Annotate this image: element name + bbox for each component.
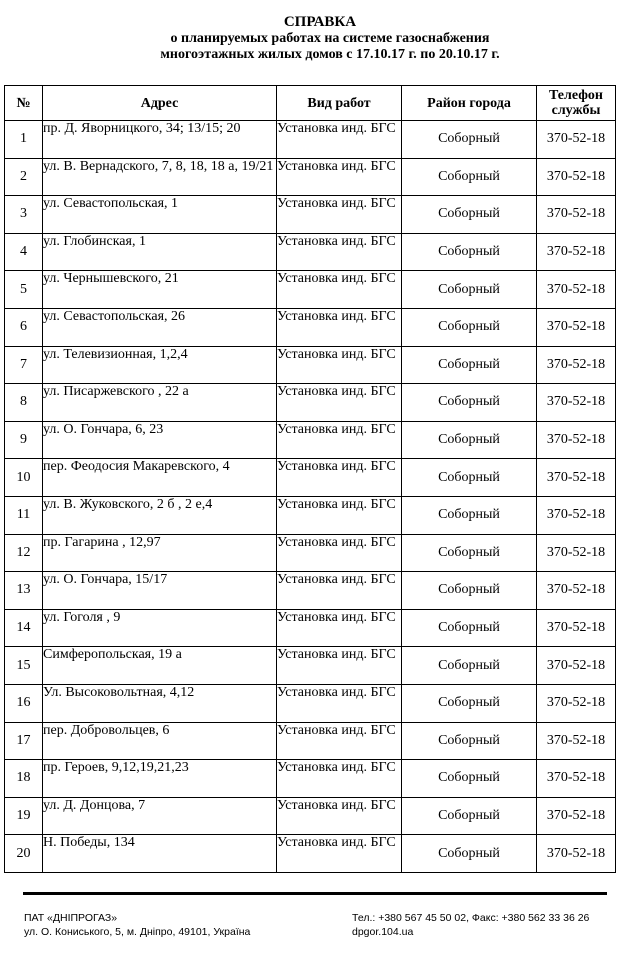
row-work-type: Установка инд. БГС [277, 196, 402, 234]
table-row [5, 534, 616, 572]
table-row [5, 797, 616, 835]
row-phone: 370-52-18 [537, 233, 616, 271]
row-work-type: Установка инд. БГС [277, 760, 402, 798]
row-address: ул. О. Гончара, 15/17 [43, 572, 277, 610]
footer-company-name: ПАТ «ДНІПРОГАЗ» [24, 912, 118, 924]
row-address: ул. В. Жуковского, 2 б , 2 е,4 [43, 496, 277, 534]
footer-company-block [24, 911, 250, 939]
row-number: 12 [5, 534, 43, 572]
row-work-type: Установка инд. БГС [277, 384, 402, 422]
row-district: Соборный [402, 421, 537, 459]
row-work-type: Установка инд. БГС [277, 346, 402, 384]
row-phone: 370-52-18 [537, 797, 616, 835]
row-phone: 370-52-18 [537, 760, 616, 798]
row-number: 3 [5, 196, 43, 234]
row-phone: 370-52-18 [537, 835, 616, 873]
table-row [5, 647, 616, 685]
row-address: ул. Гоголя , 9 [43, 609, 277, 647]
row-number: 16 [5, 684, 43, 722]
row-number: 9 [5, 421, 43, 459]
row-work-type: Установка инд. БГС [277, 271, 402, 309]
row-phone: 370-52-18 [537, 647, 616, 685]
row-work-type: Установка инд. БГС [277, 609, 402, 647]
footer-divider [23, 892, 607, 895]
row-address: ул. Чернышевского, 21 [43, 271, 277, 309]
row-district: Соборный [402, 835, 537, 873]
row-district: Соборный [402, 459, 537, 497]
row-phone: 370-52-18 [537, 572, 616, 610]
table-row [5, 196, 616, 234]
row-phone: 370-52-18 [537, 459, 616, 497]
header-district: Район города [402, 86, 537, 121]
row-work-type: Установка инд. БГС [277, 534, 402, 572]
document-title: СПРАВКА [283, 14, 357, 30]
row-phone: 370-52-18 [537, 121, 616, 159]
row-district: Соборный [402, 684, 537, 722]
table-row [5, 496, 616, 534]
footer-contacts: Тел.: +380 567 45 50 02, Факс: +380 562 33 36 26 [352, 912, 590, 924]
row-address: ул. Севастопольская, 1 [43, 196, 277, 234]
row-number: 14 [5, 609, 43, 647]
row-district: Соборный [402, 609, 537, 647]
row-district: Соборный [402, 196, 537, 234]
row-work-type: Установка инд. БГС [277, 797, 402, 835]
row-number: 2 [5, 158, 43, 196]
row-address: Ул. Высоковольтная, 4,12 [43, 684, 277, 722]
row-number: 5 [5, 271, 43, 309]
row-number: 20 [5, 835, 43, 873]
table-row [5, 572, 616, 610]
row-address: пр. Д. Яворницкого, 34; 13/15; 20 [43, 121, 277, 159]
row-phone: 370-52-18 [537, 196, 616, 234]
row-number: 18 [5, 760, 43, 798]
row-number: 7 [5, 346, 43, 384]
footer-company-address: ул. О. Кониського, 5, м. Дніпро, 49101, Україна [24, 926, 251, 938]
table-row [5, 684, 616, 722]
table-row [5, 346, 616, 384]
row-phone: 370-52-18 [537, 308, 616, 346]
row-address: пер. Добровольцев, 6 [43, 722, 277, 760]
row-number: 1 [5, 121, 43, 159]
row-number: 19 [5, 797, 43, 835]
row-work-type: Установка инд. БГС [277, 647, 402, 685]
table-row [5, 271, 616, 309]
row-work-type: Установка инд. БГС [277, 835, 402, 873]
table-row [5, 308, 616, 346]
row-number: 15 [5, 647, 43, 685]
row-phone: 370-52-18 [537, 534, 616, 572]
row-number: 10 [5, 459, 43, 497]
row-phone: 370-52-18 [537, 722, 616, 760]
row-work-type: Установка инд. БГС [277, 233, 402, 271]
row-phone: 370-52-18 [537, 158, 616, 196]
row-district: Соборный [402, 760, 537, 798]
row-address: ул. В. Вернадского, 7, 8, 18, 18 а, 19/21 [43, 158, 277, 196]
table-row [5, 760, 616, 798]
row-work-type: Установка инд. БГС [277, 572, 402, 610]
row-work-type: Установка инд. БГС [277, 722, 402, 760]
table-row [5, 609, 616, 647]
table-row [5, 459, 616, 497]
row-phone: 370-52-18 [537, 384, 616, 422]
table-body [5, 121, 616, 873]
row-work-type: Установка инд. БГС [277, 308, 402, 346]
row-address: пр. Героев, 9,12,19,21,23 [43, 760, 277, 798]
row-district: Соборный [402, 271, 537, 309]
document-subtitle-line1: о планируемых работах на системе газоснабжения [170, 31, 490, 46]
row-address: ул. Севастопольская, 26 [43, 308, 277, 346]
row-district: Соборный [402, 496, 537, 534]
row-work-type: Установка инд. БГС [277, 459, 402, 497]
row-address: ул. О. Гончара, 6, 23 [43, 421, 277, 459]
row-address: Симферопольская, 19 а [43, 647, 277, 685]
works-table [4, 85, 616, 873]
row-district: Соборный [402, 121, 537, 159]
row-address: ул. Д. Донцова, 7 [43, 797, 277, 835]
row-address: пр. Гагарина , 12,97 [43, 534, 277, 572]
row-number: 4 [5, 233, 43, 271]
row-number: 6 [5, 308, 43, 346]
row-district: Соборный [402, 384, 537, 422]
row-district: Соборный [402, 158, 537, 196]
header-num: № [5, 86, 43, 121]
footer-contacts-block [352, 911, 589, 939]
table-row [5, 421, 616, 459]
row-district: Соборный [402, 722, 537, 760]
row-phone: 370-52-18 [537, 684, 616, 722]
header-work-type: Вид работ [277, 86, 402, 121]
row-district: Соборный [402, 308, 537, 346]
row-address: пер. Феодосия Макаревского, 4 [43, 459, 277, 497]
row-work-type: Установка инд. БГС [277, 121, 402, 159]
table-row [5, 384, 616, 422]
row-phone: 370-52-18 [537, 609, 616, 647]
row-address: ул. Писаржевского , 22 а [43, 384, 277, 422]
row-district: Соборный [402, 647, 537, 685]
row-address: ул. Телевизионная, 1,2,4 [43, 346, 277, 384]
row-district: Соборный [402, 572, 537, 610]
table-row [5, 722, 616, 760]
row-phone: 370-52-18 [537, 271, 616, 309]
document-subtitle-line2: многоэтажных жилых домов с 17.10.17 г. по 20.10.17 г. [160, 47, 500, 62]
row-number: 8 [5, 384, 43, 422]
row-phone: 370-52-18 [537, 496, 616, 534]
row-phone: 370-52-18 [537, 421, 616, 459]
row-phone: 370-52-18 [537, 346, 616, 384]
table-row [5, 233, 616, 271]
header-address: Адрес [43, 86, 277, 121]
table-row [5, 158, 616, 196]
row-district: Соборный [402, 797, 537, 835]
row-number: 11 [5, 496, 43, 534]
row-address: ул. Глобинская, 1 [43, 233, 277, 271]
row-work-type: Установка инд. БГС [277, 158, 402, 196]
row-district: Соборный [402, 534, 537, 572]
document-header [0, 14, 620, 63]
row-district: Соборный [402, 346, 537, 384]
row-work-type: Установка инд. БГС [277, 684, 402, 722]
row-number: 13 [5, 572, 43, 610]
row-number: 17 [5, 722, 43, 760]
table-header-row [5, 86, 616, 121]
table-row [5, 835, 616, 873]
row-address: Н. Победы, 134 [43, 835, 277, 873]
table-row [5, 121, 616, 159]
header-phone: Телефон службы [537, 86, 616, 121]
row-work-type: Установка инд. БГС [277, 496, 402, 534]
row-district: Соборный [402, 233, 537, 271]
row-work-type: Установка инд. БГС [277, 421, 402, 459]
footer-website: dpgor.104.ua [352, 926, 414, 938]
